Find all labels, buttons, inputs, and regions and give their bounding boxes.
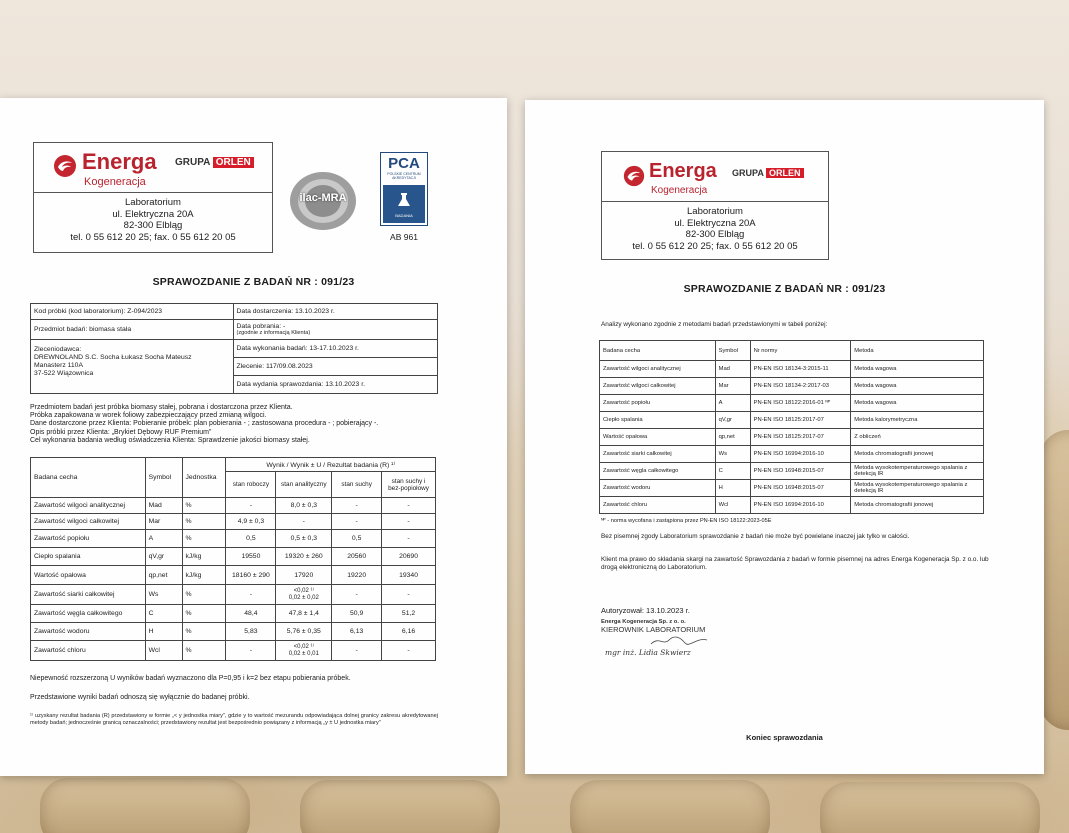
lab-street: ul. Elektryczna 20A	[674, 217, 756, 229]
report-title: SPRAWOZDANIE Z BADAŃ NR : 091/23	[152, 276, 355, 288]
result-value: 5,83	[226, 623, 276, 641]
uncertainty-note: Niepewność rozszerzoną U wyników badań wyznaczono dla P=0,95 i k=2 bez etapu pobierania próbek.	[30, 675, 351, 682]
result-value: 8,0 ± 0,3	[276, 498, 332, 514]
result-symbol: Mar	[145, 514, 182, 530]
method-norm: PN-EN ISO 18122:2016-01 ᴺᴾ	[750, 395, 851, 412]
result-feature: Ciepło spalania	[31, 548, 146, 566]
r-footnote: ¹⁾ uzyskany rezultat badania (R) przedstawiony w formie „< y jednostka miary”, gdzie y to wartość mezurandu odpowiadająca dolnej granicy zakresu akredytowanej metody badań; jednocześnie granicą oznaczalności; przedstawiony rezultat jest bezpośrednio powiązany z informacją „y ± U jednostka miary”	[30, 713, 438, 726]
table-row	[600, 497, 984, 514]
methods-header-method: Metoda	[851, 341, 984, 361]
pca-small: POLSKIE CENTRUM AKREDYTACJI	[387, 172, 421, 180]
complaint-note: Klient ma prawo do składania skargi na zawartość Sprawozdania z badań w formie pisemnej na adres Energa Kogeneracja Sp. z o.o. lub drogą elektroniczną do Laboratorium.	[601, 556, 989, 571]
method-feature: Zawartość chloru	[600, 497, 716, 514]
company-logo	[602, 152, 828, 202]
results-table	[30, 457, 436, 661]
table-row	[31, 641, 436, 661]
result-value: 6,13	[332, 623, 382, 641]
method-symbol: Ws	[715, 446, 750, 463]
method-name: Metoda chromatografii jonowej	[851, 446, 984, 463]
method-name: Metoda wagowa	[851, 361, 984, 378]
brand-subtitle: Kogeneracja	[651, 185, 708, 196]
result-feature: Zawartość siarki całkowitej	[31, 585, 146, 605]
description-line: Opis próbki przez Klienta: „Brykiet Dębowy RUF Premium”	[30, 428, 212, 436]
lab-address	[602, 202, 828, 252]
result-feature: Zawartość chloru	[31, 641, 146, 661]
result-value: 19550	[226, 548, 276, 566]
sampling-date: Data pobrania: -	[236, 323, 286, 330]
result-value: -	[332, 498, 382, 514]
lab-city: 82-300 Elbląg	[123, 220, 183, 231]
table-row	[600, 361, 984, 378]
result-unit: %	[182, 530, 226, 548]
result-value: 0,5	[226, 530, 276, 548]
result-feature: Zawartość popiołu	[31, 530, 146, 548]
table-row	[31, 530, 436, 548]
client-cell	[31, 340, 234, 394]
briquette-bg	[820, 782, 1040, 833]
method-feature: Zawartość popiołu	[600, 395, 716, 412]
method-feature: Zawartość wilgoci analitycznej	[600, 361, 716, 378]
client-label: Zleceniodawca:	[34, 346, 82, 353]
table-row	[31, 498, 436, 514]
signature-name: mgr inż. Lidia Skwierz	[605, 648, 691, 657]
header-state-dry: stan suchy	[332, 472, 382, 498]
method-norm: PN-EN ISO 18125:2017-07	[750, 412, 851, 429]
result-value: <0,02 ¹⁾ 0,02 ± 0,01	[276, 641, 332, 661]
lab-street: ul. Elektryczna 20A	[112, 208, 194, 220]
result-value: -	[332, 585, 382, 605]
methods-header-symbol: Symbol	[715, 341, 750, 361]
scope-note: Przedstawione wyniki badań odnoszą się wyłącznie do badanej próbki.	[30, 694, 250, 701]
authorized-date: Autoryzował: 13.10.2023 r.	[601, 606, 690, 615]
method-name: Metoda kalorymetryczna	[851, 412, 984, 429]
result-value: -	[276, 514, 332, 530]
ilac-mra-label: ilac-MRA	[299, 192, 347, 204]
lab-header-box	[33, 142, 273, 253]
report-title: SPRAWOZDANIE Z BADAŃ NR : 091/23	[683, 283, 886, 295]
method-name: Metoda wagowa	[851, 395, 984, 412]
header-state-analytical: stan analityczny	[276, 472, 332, 498]
result-feature: Wartość opałowa	[31, 566, 146, 585]
company-logo	[34, 143, 272, 193]
method-name: Metoda wysokotemperaturowego spalania z detekcją IR	[851, 463, 984, 480]
group-label: GRUPA ORLEN	[175, 157, 254, 168]
result-value: -	[382, 530, 436, 548]
issue-date: Data wydania sprawozdania: 13.10.2023 r.	[233, 376, 438, 394]
result-value: -	[226, 585, 276, 605]
manager-title: KIEROWNIK LABORATORIUM	[601, 625, 706, 634]
result-value: 48,4	[226, 605, 276, 623]
result-unit: %	[182, 641, 226, 661]
result-value: -	[382, 585, 436, 605]
pca-seal	[380, 152, 428, 226]
result-value: 4,9 ± 0,3	[226, 514, 276, 530]
result-feature: Zawartość wodoru	[31, 623, 146, 641]
report-page-2	[525, 100, 1044, 774]
lab-name: Laboratorium	[125, 197, 181, 208]
result-value: 19320 ± 260	[276, 548, 332, 566]
method-name: Metoda wagowa	[851, 378, 984, 395]
brand-name: Energa	[649, 160, 717, 182]
method-norm: PN-EN ISO 16994:2016-10	[750, 497, 851, 514]
description-line: Cel wykonania badania według oświadczenia Klienta: Sprawdzenie jakości biomasy stałej.	[30, 436, 310, 444]
lab-city: 82-300 Elbląg	[685, 229, 745, 240]
result-symbol: Wcl	[145, 641, 182, 661]
header-state-working: stan roboczy	[226, 472, 276, 498]
header-unit: Jednostka	[182, 458, 226, 498]
result-symbol: qV,gr	[145, 548, 182, 566]
table-row	[31, 548, 436, 566]
results-body	[31, 498, 436, 661]
method-norm: PN-EN ISO 16948:2015-07	[750, 463, 851, 480]
pca-label: PCA	[388, 155, 420, 172]
brand-name: Energa	[82, 149, 157, 174]
authorization-block	[601, 606, 801, 657]
header-state-dry-ash-free: stan suchy i bez-popiołowy	[382, 472, 436, 498]
table-row	[31, 566, 436, 585]
result-feature: Zawartość węgla całkowitego	[31, 605, 146, 623]
lab-phone: tel. 0 55 612 20 25; fax. 0 55 612 20 05	[632, 240, 798, 252]
test-dates: Data wykonania badań: 13-17.10.2023 r.	[233, 340, 438, 358]
flask-icon	[395, 191, 413, 209]
method-norm: PN-EN ISO 18134-2:2017-03	[750, 378, 851, 395]
lab-phone: tel. 0 55 612 20 25; fax. 0 55 612 20 05	[70, 231, 236, 243]
method-name: Metoda chromatografii jonowej	[851, 497, 984, 514]
report-page-1	[0, 98, 507, 776]
method-norm: PN-EN ISO 18125:2017-07	[750, 429, 851, 446]
group-label: GRUPA ORLEN	[732, 168, 804, 178]
result-value: -	[226, 641, 276, 661]
result-value: -	[382, 498, 436, 514]
energa-flame-icon	[622, 164, 646, 188]
method-symbol: Mar	[715, 378, 750, 395]
method-symbol: H	[715, 480, 750, 497]
table-row	[600, 480, 984, 497]
result-value: 20560	[332, 548, 382, 566]
result-value: 51,2	[382, 605, 436, 623]
result-symbol: C	[145, 605, 182, 623]
result-value: -	[226, 498, 276, 514]
result-symbol: A	[145, 530, 182, 548]
method-symbol: C	[715, 463, 750, 480]
result-unit: %	[182, 605, 226, 623]
result-value: 17920	[276, 566, 332, 585]
briquette-bg	[300, 780, 500, 833]
result-value: 47,8 ± 1,4	[276, 605, 332, 623]
result-value: <0,02 ¹⁾ 0,02 ± 0,02	[276, 585, 332, 605]
brand-subtitle: Kogeneracja	[84, 176, 146, 188]
orlen-tag: ORLEN	[213, 157, 254, 168]
methods-body	[600, 361, 984, 514]
pca-tag: BADANIA	[395, 213, 413, 218]
result-feature: Zawartość wilgoci analitycznej	[31, 498, 146, 514]
result-unit: %	[182, 623, 226, 641]
report-end: Koniec sprawozdania	[746, 733, 823, 742]
method-feature: Zawartość wodoru	[600, 480, 716, 497]
header-symbol: Symbol	[145, 458, 182, 498]
result-value: 18160 ± 290	[226, 566, 276, 585]
result-unit: %	[182, 498, 226, 514]
table-row	[600, 378, 984, 395]
result-unit: kJ/kg	[182, 548, 226, 566]
methods-header-feature: Badana cecha	[600, 341, 716, 361]
methods-intro: Analizy wykonano zgodnie z metodami badań przedstawionymi w tabeli poniżej:	[601, 321, 828, 328]
table-row	[600, 429, 984, 446]
result-value: 19220	[332, 566, 382, 585]
sampling-note: (zgodnie z informacją Klienta)	[236, 330, 311, 336]
table-row	[600, 446, 984, 463]
order-number: Zlecenie: 117/09.08.2023	[233, 358, 438, 376]
method-symbol: qV,gr	[715, 412, 750, 429]
result-unit: kJ/kg	[182, 566, 226, 585]
method-feature: Wartość opałowa	[600, 429, 716, 446]
result-value: -	[382, 514, 436, 530]
method-norm: PN-EN ISO 16994:2016-10	[750, 446, 851, 463]
result-value: 0,5	[332, 530, 382, 548]
methods-header-norm: Nr normy	[750, 341, 851, 361]
result-value: 5,76 ± 0,35	[276, 623, 332, 641]
result-symbol: qp,net	[145, 566, 182, 585]
result-value: -	[382, 641, 436, 661]
lab-header-box	[601, 151, 829, 260]
table-row	[31, 605, 436, 623]
signature-scribble	[649, 634, 709, 648]
orlen-tag: ORLEN	[766, 168, 804, 178]
description-line: Dane dostarczone przez Klienta: Pobieranie próbek: plan pobierania - ; zastosowana procedura - ; pobierający -.	[30, 420, 379, 428]
method-name: Metoda wysokotemperaturowego spalania z detekcją IR	[851, 480, 984, 497]
table-row	[600, 463, 984, 480]
table-row	[31, 514, 436, 530]
sample-description	[30, 404, 450, 445]
result-value: -	[332, 514, 382, 530]
result-value: 6,16	[382, 623, 436, 641]
method-feature: Zawartość węgla całkowitego	[600, 463, 716, 480]
result-feature: Zawartość wilgoci całkowitej	[31, 514, 146, 530]
result-value: 20690	[382, 548, 436, 566]
table-row	[600, 412, 984, 429]
client-city: 37-522 Wiązownica	[34, 370, 94, 377]
energa-flame-icon	[52, 153, 78, 179]
header-feature: Badana cecha	[31, 458, 146, 498]
methods-table	[599, 340, 984, 514]
result-symbol: H	[145, 623, 182, 641]
result-symbol: Ws	[145, 585, 182, 605]
method-symbol: Wcl	[715, 497, 750, 514]
method-symbol: Mad	[715, 361, 750, 378]
np-note: ᴺᴾ - norma wycofana i zastąpiona przez PN-EN ISO 18122:2023-05E	[601, 518, 772, 524]
table-row	[31, 623, 436, 641]
result-value: 0,5 ± 0,3	[276, 530, 332, 548]
result-unit: %	[182, 514, 226, 530]
result-value: -	[332, 641, 382, 661]
company-line: Energa Kogeneracja Sp. z o. o.	[601, 619, 686, 625]
method-norm: PN-EN ISO 16948:2015-07	[750, 480, 851, 497]
result-unit: %	[182, 585, 226, 605]
client-street: Manasterz 110A	[34, 362, 83, 369]
sampling-cell	[233, 320, 438, 340]
client-name: DREWNOLAND S.C. Socha Łukasz Socha Mateusz	[34, 354, 192, 361]
method-symbol: qp,net	[715, 429, 750, 446]
table-row	[31, 585, 436, 605]
briquette-bg	[570, 780, 770, 833]
sample-info-table	[30, 303, 438, 394]
lab-address	[34, 193, 272, 243]
method-norm: PN-EN ISO 18134-3:2015-11	[750, 361, 851, 378]
method-name: Z obliczeń	[851, 429, 984, 446]
lab-name: Laboratorium	[687, 206, 743, 217]
copy-note: Bez pisemnej zgody Laboratorium sprawozdanie z badań nie może być powielane inaczej jak tylko w całości.	[601, 533, 910, 540]
pca-blue-box	[383, 185, 425, 223]
result-value: 19340	[382, 566, 436, 585]
header-result-group: Wynik / Wynik ± U / Rezultat badania (R) ¹⁾	[226, 458, 436, 472]
test-subject: Przedmiot badań: biomasa stała	[31, 320, 234, 340]
method-symbol: A	[715, 395, 750, 412]
briquette-bg	[40, 778, 250, 833]
description-line: Przedmiotem badań jest próbka biomasy stałej, pobrana i dostarczona przez Klienta.	[30, 404, 293, 411]
briquette-bg	[1040, 430, 1069, 730]
method-feature: Zawartość wilgoci całkowitej	[600, 378, 716, 395]
table-row	[600, 395, 984, 412]
description-line: Próbka zapakowana w worek foliowy zabezpieczający przed zmianą wilgoci.	[30, 412, 267, 420]
accreditation-number: AB 961	[390, 232, 418, 242]
result-symbol: Mad	[145, 498, 182, 514]
method-feature: Zawartość siarki całkowitej	[600, 446, 716, 463]
delivery-date: Data dostarczenia: 13.10.2023 r.	[233, 304, 438, 320]
method-feature: Ciepło spalania	[600, 412, 716, 429]
sample-code: Kod próbki (kod laboratorium): Z-094/2023	[31, 304, 234, 320]
result-value: 50,9	[332, 605, 382, 623]
